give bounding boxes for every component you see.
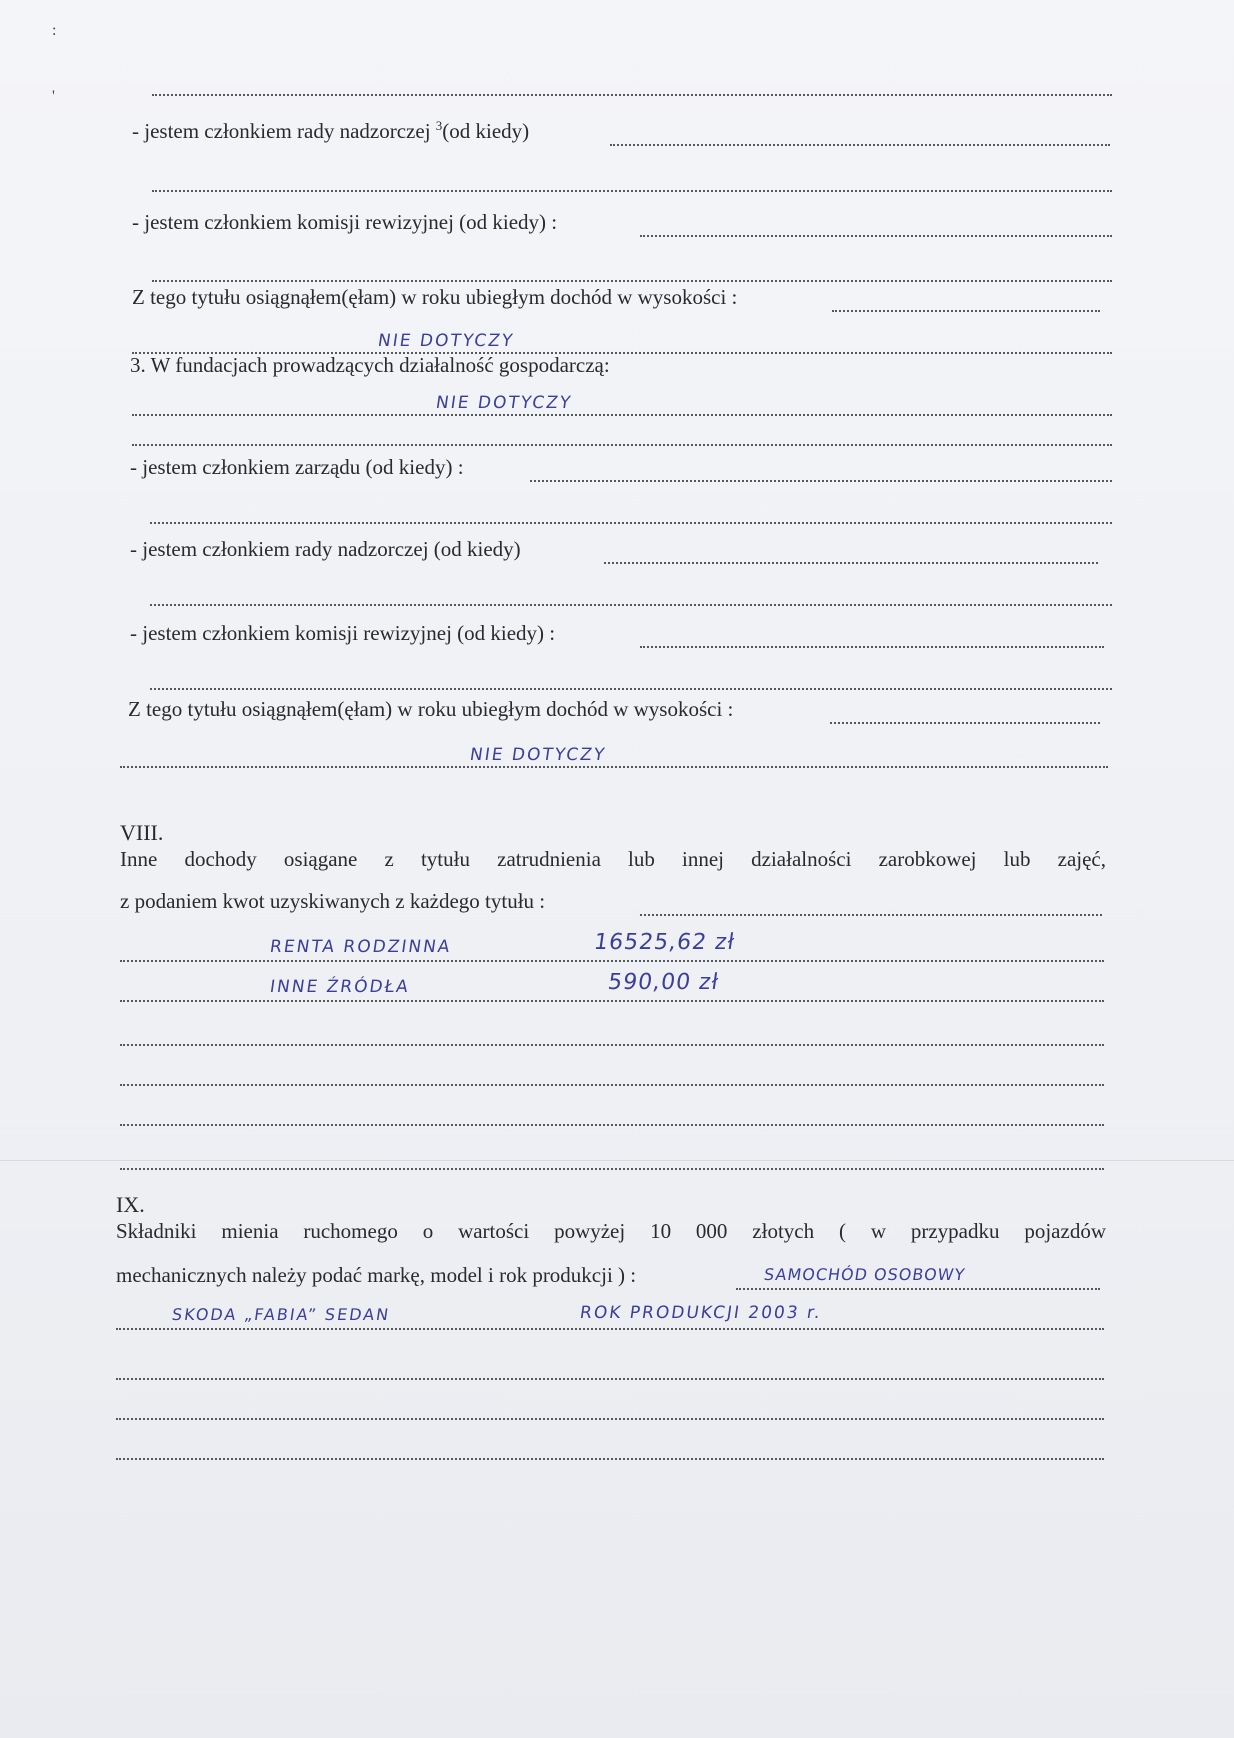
vehicle-model: SKODA „FABIA” SEDAN	[170, 1305, 392, 1324]
income-amount: 16525,62 zł	[592, 930, 737, 955]
blank-line	[0, 422, 1234, 452]
blank-line	[0, 500, 1234, 530]
vehicle-year: ROK PRODUKCJI 2003 r.	[578, 1303, 824, 1323]
field-komisja	[0, 210, 1234, 243]
blank-line	[0, 1062, 1234, 1092]
label-komisja: - jestem członkiem komisji rewizyjnej (od kiedy) :	[132, 210, 558, 234]
label-dochod: Z tego tytułu osiągnąłem(ęłam) w roku ubiegłym dochód w wysokości :	[132, 285, 738, 309]
field-rada-nadzorcza	[0, 537, 1234, 570]
blank-line	[0, 1022, 1234, 1052]
section-ix-line2: mechanicznych należy podać markę, model i rok produkcji ) :	[116, 1263, 637, 1287]
label-zarzad: - jestem członkiem zarządu (od kiedy) :	[130, 455, 464, 479]
field-dochod	[0, 285, 1234, 318]
handwritten-answer: SAMOCHÓD OSOBOWY	[762, 1265, 967, 1284]
blank-line	[0, 1356, 1234, 1386]
label-rada: - jestem członkiem rady nadzorczej (od kiedy)	[130, 537, 521, 561]
blank-line	[0, 1102, 1234, 1132]
blank-line	[0, 168, 1234, 198]
fundacje-heading: 3. W fundacjach prowadzących działalność gospodarczą:	[130, 353, 610, 377]
handwritten-answer: NIE DOTYCZY	[376, 331, 516, 351]
blank-line	[0, 1396, 1234, 1426]
answer-line	[0, 744, 1234, 774]
footnote-ref: 3	[435, 118, 443, 133]
field-zarzad	[0, 455, 1234, 488]
handwritten-answer: NIE DOTYCZY	[434, 393, 574, 413]
income-entry	[0, 970, 1234, 1008]
section-viii-line1: Inne dochody osiągane z tytułu zatrudnienia lub innej działalności zarobkowej lub zajęć,	[120, 847, 1106, 871]
label-dochod: Z tego tytułu osiągnąłem(ęłam) w roku ubiegłym dochód w wysokości :	[128, 697, 734, 721]
income-entry	[0, 930, 1234, 968]
label-rada: - jestem członkiem rady nadzorczej	[132, 119, 436, 143]
answer-line	[0, 392, 1234, 422]
blank-line	[0, 582, 1234, 612]
blank-line	[0, 1436, 1234, 1466]
scan-mark: :	[52, 22, 57, 39]
handwritten-answer: NIE DOTYCZY	[468, 745, 608, 765]
section-ix-text	[0, 1219, 1234, 1252]
section-ix-text	[0, 1263, 1234, 1296]
section-number-viii: VIII.	[120, 820, 164, 845]
blank-line	[0, 72, 1234, 102]
income-label: RENTA RODZINNA	[268, 937, 453, 957]
field-rada-nadzorcza	[0, 118, 1234, 152]
blank-line	[0, 1146, 1234, 1176]
section-viii-text	[0, 889, 1234, 922]
label-komisja: - jestem członkiem komisji rewizyjnej (od kiedy) :	[130, 621, 556, 645]
field-komisja	[0, 621, 1234, 654]
section-ix-line1: Składniki mienia ruchomego o wartości powyżej 10 000 złotych ( w przypadku pojazdów	[116, 1219, 1106, 1243]
scan-mark: '	[52, 88, 55, 105]
section-viii-line2: z podaniem kwot uzyskiwanych z każdego tytułu :	[120, 889, 546, 913]
section-viii-text	[0, 847, 1234, 880]
answer-line	[0, 1303, 1234, 1336]
income-amount: 590,00 zł	[606, 970, 721, 995]
section-number-ix: IX.	[116, 1192, 145, 1217]
label-rada-after: (od kiedy)	[442, 119, 530, 143]
income-label: INNE ŹRÓDŁA	[268, 977, 412, 997]
section-heading	[0, 353, 1234, 386]
blank-line	[0, 666, 1234, 696]
field-dochod	[0, 697, 1234, 730]
